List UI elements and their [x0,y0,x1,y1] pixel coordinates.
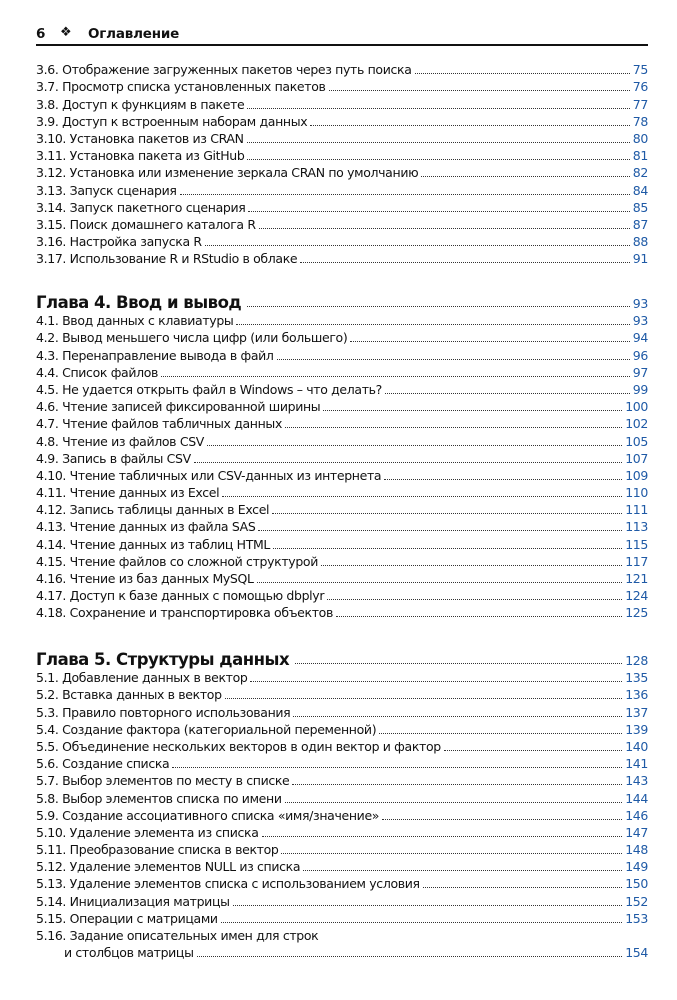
toc-entry[interactable] [36,875,648,892]
toc-entry-page: 107 [625,450,648,466]
toc-entry-page: 99 [632,381,648,397]
toc-entry[interactable] [36,604,648,621]
toc-entry-page: 94 [632,330,648,346]
toc-entry[interactable] [36,432,648,449]
dot-leader [415,73,630,74]
toc-entry-page: 91 [632,251,648,267]
toc-entry-title: 5.1. Добавление данных в вектор [36,670,248,686]
dot-leader [259,228,630,229]
dot-leader [350,341,629,342]
toc-entry[interactable] [36,944,648,961]
toc-entry[interactable] [36,130,648,147]
toc-entry-page: 84 [632,182,648,198]
toc-entry[interactable] [36,329,648,346]
toc-entry-title: 5.10. Удаление элемента из списка [36,824,259,840]
dot-leader [379,733,622,734]
toc-entry-page: 96 [632,347,648,363]
toc-entry-title: 4.11. Чтение данных из Excel [36,485,220,501]
dot-leader [236,324,629,325]
toc-entry-title: 5.8. Выбор элементов списка по имени [36,790,282,806]
toc-entry-title: 3.12. Установка или изменение зеркала CRAN по умолчанию [36,165,419,181]
chapter-heading [36,288,648,312]
toc-entry[interactable] [36,841,648,858]
toc-entry-page: 100 [625,399,648,415]
dot-leader [384,479,622,480]
toc-entry[interactable] [36,312,648,329]
toc-entry[interactable] [36,755,648,772]
toc-entry-title: 4.1. Ввод данных с клавиатуры [36,313,234,329]
running-header [36,24,648,46]
toc-entry-title: 5.9. Создание ассоциативного списка «имя/значение» [36,807,380,823]
toc-entry-title: и столбцов матрицы [64,945,194,961]
toc-entry[interactable] [36,686,648,703]
dot-leader [421,176,630,177]
toc-entry[interactable] [36,415,648,432]
toc-entry[interactable] [36,233,648,250]
dot-leader [273,548,622,549]
toc-entry-page: 88 [632,234,648,250]
toc-entry-page: 82 [632,165,648,181]
toc-entry[interactable] [36,789,648,806]
toc-entry-title: 5.12. Удаление элементов NULL из списка [36,859,301,875]
toc-entry-page: 154 [625,945,648,961]
toc-section-chapter-3-tail [36,61,648,267]
toc-entry[interactable] [36,535,648,552]
dot-leader [247,142,630,143]
toc-entry-page: 143 [625,773,648,789]
dot-leader [310,125,629,126]
toc-entry[interactable] [36,824,648,841]
toc-entry-page: 80 [632,130,648,146]
toc-entry-page: 146 [625,807,648,823]
toc-entry-title: 4.16. Чтение из баз данных MySQL [36,571,254,586]
toc-entry-page: 149 [625,859,648,875]
toc-entry-page: 113 [625,519,648,535]
dot-leader [250,681,622,682]
toc-entry-title: 4.18. Сохранение и транспортировка объектов [36,605,333,621]
toc-entry-title: 4.3. Перенаправление вывода в файл [36,347,274,363]
dot-leader [292,784,622,785]
dot-leader [327,599,622,600]
toc-entry[interactable] [36,501,648,518]
toc-entry-title: 3.15. Поиск домашнего каталога R [36,216,256,232]
toc-entry[interactable] [36,669,648,686]
toc-entry-title: 5.3. Правило повторного использования [36,704,291,720]
toc-entry[interactable] [36,216,648,233]
toc-entry[interactable] [36,772,648,789]
toc-entry-title: 3.6. Отображение загруженных пакетов через путь поиска [36,62,412,78]
toc-entry-title: 4.14. Чтение данных из таблиц HTML [36,536,271,552]
dot-leader [161,376,630,377]
chapter-heading [36,645,648,669]
toc-entry[interactable] [36,484,648,501]
toc-entry[interactable] [36,95,648,112]
toc-entry[interactable] [36,570,648,587]
toc-entry-page: 140 [625,738,648,754]
toc-entry-page: 136 [625,687,648,703]
toc-entry[interactable] [36,721,648,738]
toc-entry-title: 5.5. Объединение нескольких векторов в один вектор и фактор [36,738,441,754]
toc-entry[interactable] [36,61,648,78]
toc-section-chapter-4 [36,288,648,621]
chapter-page: 128 [625,653,648,668]
toc-entry-title: 5.6. Создание списка [36,756,170,772]
dot-leader [194,462,622,463]
toc-entry[interactable] [36,147,648,164]
running-title: Оглавление [88,26,180,42]
toc-entry[interactable] [36,181,648,198]
dot-leader [272,513,622,514]
toc-entry-title: 5.7. Выбор элементов по месту в списке [36,773,290,789]
toc-entry-title: 3.14. Запуск пакетного сценария [36,199,246,215]
toc-entry[interactable] [36,113,648,130]
dot-leader [323,410,622,411]
toc-entry-page: 125 [625,605,648,621]
toc-entry-title: 5.11. Преобразование списка в вектор [36,842,279,858]
dot-leader [258,530,622,531]
toc-entry[interactable] [36,381,648,398]
page-number: 6 [36,26,46,42]
dot-leader [285,427,622,428]
toc-entry-page: 150 [625,876,648,892]
toc-section-chapter-5 [36,645,648,961]
toc-entry-title: 3.7. Просмотр списка установленных пакетов [36,79,326,95]
toc-entry-page: 121 [625,571,648,586]
chapter-page: 93 [632,296,648,311]
dot-leader [233,905,623,906]
toc-entry-page: 141 [625,756,648,772]
dot-leader [382,819,622,820]
toc-entry[interactable] [36,703,648,720]
toc-entry[interactable] [36,164,648,181]
toc-entry[interactable] [36,398,648,415]
toc-entry-title: 4.5. Не удается открыть файл в Windows – что делать? [36,381,382,397]
dot-leader [329,90,630,91]
toc-entry-page: 137 [625,704,648,720]
chapter-title: Глава 5. Структуры данных [36,650,290,669]
dot-leader [180,194,630,195]
dot-leader [293,716,622,717]
toc-entry-title: 5.14. Инициализация матрицы [36,893,230,909]
toc-entry-title: 4.10. Чтение табличных или CSV-данных из интернета [36,467,382,483]
toc-entry[interactable] [36,858,648,875]
toc-entry[interactable] [36,927,648,944]
toc-entry-title: 5.4. Создание фактора (категориальной переменной) [36,721,377,737]
toc-entry-page: 124 [625,588,648,604]
toc-entry-page: 135 [625,670,648,686]
toc-entry-page: 87 [632,216,648,232]
toc-entry-page: 115 [625,536,648,552]
toc-entry[interactable] [36,450,648,467]
toc-entry-page: 148 [625,842,648,858]
toc-entry-page: 85 [632,199,648,215]
toc-entry-title: 3.9. Доступ к встроенным наборам данных [36,113,308,129]
toc-entry-page: 105 [625,433,648,449]
toc-entry-page: 102 [625,416,648,432]
toc-entry[interactable] [36,553,648,570]
dot-leader [222,496,622,497]
toc-entry-title: 3.13. Запуск сценария [36,182,177,198]
toc-entry-page: 144 [625,790,648,806]
chapter-title: Глава 4. Ввод и вывод [36,293,242,312]
dot-leader [257,582,623,583]
toc-entry-page: 152 [625,893,648,909]
toc-entry-title: 4.12. Запись таблицы данных в Excel [36,502,270,518]
toc-entry-title: 4.4. Список файлов [36,364,159,380]
toc-entry-page: 97 [632,364,648,380]
dot-leader [262,836,623,837]
dot-leader [303,870,622,871]
toc-entry-page: 75 [632,62,648,78]
toc-entry[interactable] [36,807,648,824]
toc-entry-page: 93 [632,313,648,329]
toc-entry-page: 111 [625,502,648,518]
toc-entry-title: 5.2. Вставка данных в вектор [36,687,222,703]
dot-leader [336,616,622,617]
toc-entry-title: 4.6. Чтение записей фиксированной ширины [36,399,321,415]
toc-entry-title: 4.2. Вывод меньшего числа цифр (или большего) [36,330,348,346]
toc-entry-title: 5.16. Задание описательных имен для строк [36,928,319,943]
toc-entry-title: 3.11. Установка пакета из GitHub [36,148,245,164]
toc-entry[interactable] [36,250,648,267]
toc-entry[interactable] [36,199,648,216]
toc-entry-title: 5.13. Удаление элементов списка с использованием условия [36,876,420,892]
toc-entry-page: 81 [632,148,648,164]
dot-leader [172,767,622,768]
toc-entry-title: 3.10. Установка пакетов из CRAN [36,130,244,146]
dot-leader [385,393,630,394]
toc-entry-page: 78 [632,113,648,129]
toc-entry-page: 139 [625,721,648,737]
toc-entry-page: 110 [625,485,648,501]
dot-leader [281,853,622,854]
toc-entry[interactable] [36,738,648,755]
dot-leader [225,698,623,699]
dot-leader [423,887,622,888]
toc-entry[interactable] [36,364,648,381]
dot-leader [247,306,630,307]
dot-leader [285,802,623,803]
toc-entry-page: 109 [625,467,648,483]
dot-leader [247,108,629,109]
toc-entry-title: 4.9. Запись в файлы CSV [36,450,191,466]
toc-entry[interactable] [36,892,648,909]
dot-leader [197,956,623,957]
toc-entry[interactable] [36,587,648,604]
ornament-icon: ❖ [60,25,72,40]
toc-entry-page: 147 [625,824,648,840]
dot-leader [205,245,630,246]
dot-leader [221,922,622,923]
toc-entry-title: 3.17. Использование R и RStudio в облаке [36,251,298,267]
toc-entry[interactable] [36,346,648,363]
toc-entry[interactable] [36,78,648,95]
toc-entry[interactable] [36,467,648,484]
toc-entry-title: 3.16. Настройка запуска R [36,234,202,250]
dot-leader [207,445,622,446]
toc-entry-page: 76 [632,79,648,95]
toc-entry-page: 117 [625,553,648,569]
dot-leader [444,750,622,751]
dot-leader [277,359,630,360]
toc-entry-title: 3.8. Доступ к функциям в пакете [36,96,245,112]
dot-leader [247,159,629,160]
dot-leader [295,663,622,664]
toc-entry-title: 4.8. Чтение из файлов CSV [36,433,204,449]
toc-entry-title: 4.13. Чтение данных из файла SAS [36,519,256,535]
toc-entry-page: 153 [625,910,648,926]
toc-entry-title: 4.15. Чтение файлов со сложной структурой [36,553,318,569]
toc-entry[interactable] [36,910,648,927]
toc-entry-title: 4.17. Доступ к базе данных с помощью dbplyr [36,588,325,604]
toc-entry-title: 4.7. Чтение файлов табличных данных [36,416,283,432]
toc-entry-page: 77 [632,96,648,112]
dot-leader [300,262,630,263]
toc-entry[interactable] [36,518,648,535]
dot-leader [321,565,622,566]
toc-entry-title: 5.15. Операции с матрицами [36,910,218,926]
dot-leader [248,211,629,212]
